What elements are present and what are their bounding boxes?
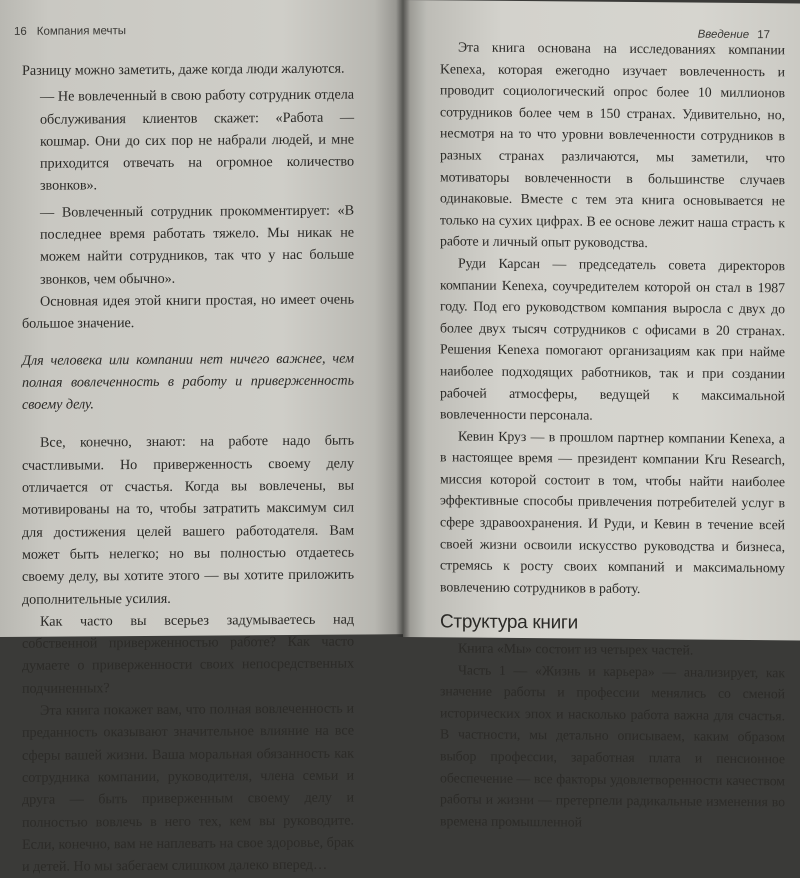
paragraph: Эта книга покажет вам, что полная вовлеченность и преданность оказывают значительное влияние на все сферы вашей жизни. Ваша моральная обязанность как сотрудника компании, руководителя, члена семьи и друга — быть приверженным своему делу и полностью вовлечь в него тех, кем вы руководите. Если, конечно, вам не наплевать на свое здоровье, брак и детей. Но мы забегаем слишком далеко вперед…	[22, 700, 354, 875]
paragraph: Все, конечно, знают: на работе надо быть счастливыми. Но приверженность своему делу отличается от счастья. Когда вы вовлечены, вы мотивированы на то, чтобы затратить максимум сил для достижения целей вашего работодателя. Вам может быть нелегко; но вы полностью отдаетесь своему делу, вы хотите этого — вы хотите приложить дополнительные усилия.	[22, 432, 354, 608]
left-page-number: 16	[14, 25, 27, 38]
paragraph: Часть 1 — «Жизнь и карьера» — анализирует, как значение работы и профессии менялись со сменой исторических эпох и насколько работа важна для счастья. В частности, мы детально описываем, каким образом выбор профессии, заработная плата и пенсионное обеспечение — все факторы удовлетворенности качеством работы и жизни — претерпели радикальные изменения во времена промышленной	[440, 662, 785, 830]
right-running-title: Введение	[697, 28, 750, 42]
left-running-title: Компания мечты	[36, 25, 127, 38]
right-page-body	[440, 36, 785, 834]
dialogue-line: — Вовлеченный сотрудник прокомментирует: «В последнее время работать тяжело. Мы никак не можем найти сотрудников, так что у нас больше звонков, чем обычно».	[40, 202, 354, 288]
right-page-number: 17	[757, 29, 770, 42]
paragraph: Кевин Круз — в прошлом партнер компании Kenexa, а в настоящее время — президент компании Kru Research, миссия которой состоит в том, чтобы найти наиболее эффективные способы привлечения потребителей услуг в сфере здравоохранения. И Руди, и Кевин в течение всей своей жизни освоили искусство руководства и бизнеса, стремясь к росту своих компаний и максимальному вовлечению сотрудников в работу.	[440, 428, 785, 596]
paragraph: Как часто вы всерьез задумываетесь над собственной приверженностью работе? Как часто думаете о приверженности своих непосредственных подчиненных?	[22, 611, 354, 697]
paragraph: Книга «Мы» состоит из четырех частей.	[458, 640, 694, 658]
right-page	[403, 0, 800, 830]
left-page-body	[22, 58, 354, 878]
paragraph: Разницу можно заметить, даже когда люди жалуются.	[22, 60, 345, 79]
key-quote: Для человека или компании нет ничего важнее, чем полная вовлеченность в работу и приверженность своему делу.	[22, 350, 354, 414]
paragraph: Эта книга основана на исследованиях компании Kenexa, которая ежегодно изучает вовлеченность и проводит социологический опрос более 10 миллионов сотрудников более чем в 150 странах. Удивительно, но, несмотря на то что уровни вовлеченности сотрудников в разных странах различаются, мы заметили, что мотиваторы вовлеченности в большинстве случаев одинаковые. Вместе с тем эта книга основывается не только на сухих цифрах. В ее основе лежит наша страсть к работе и личный опыт руководства.	[440, 39, 785, 251]
dialogue-line: — Не вовлеченный в свою работу сотрудник отдела обслуживания клиентов скажет: «Работа — кошмар. Они до сих пор не набрали людей, и мне приходится отвечать на огромное количество звонков».	[40, 86, 354, 195]
left-running-head	[14, 25, 126, 38]
paragraph: Руди Карсан — председатель совета директоров компании Kenexa, соучредителем которой он стал в 1987 году. Под его руководством компания выросла с двух до более двух тысяч сотрудников с офисами в 20 странах. Решения Kenexa помогают организациям как при найме наиболее подходящих работников, так и при создании рабочей атмосферы, ведущей к максимальной вовлеченности персонала.	[440, 255, 785, 423]
section-heading: Структура книги	[440, 611, 578, 634]
paragraph: Основная идея этой книги простая, но имеет очень большое значение.	[22, 291, 354, 333]
